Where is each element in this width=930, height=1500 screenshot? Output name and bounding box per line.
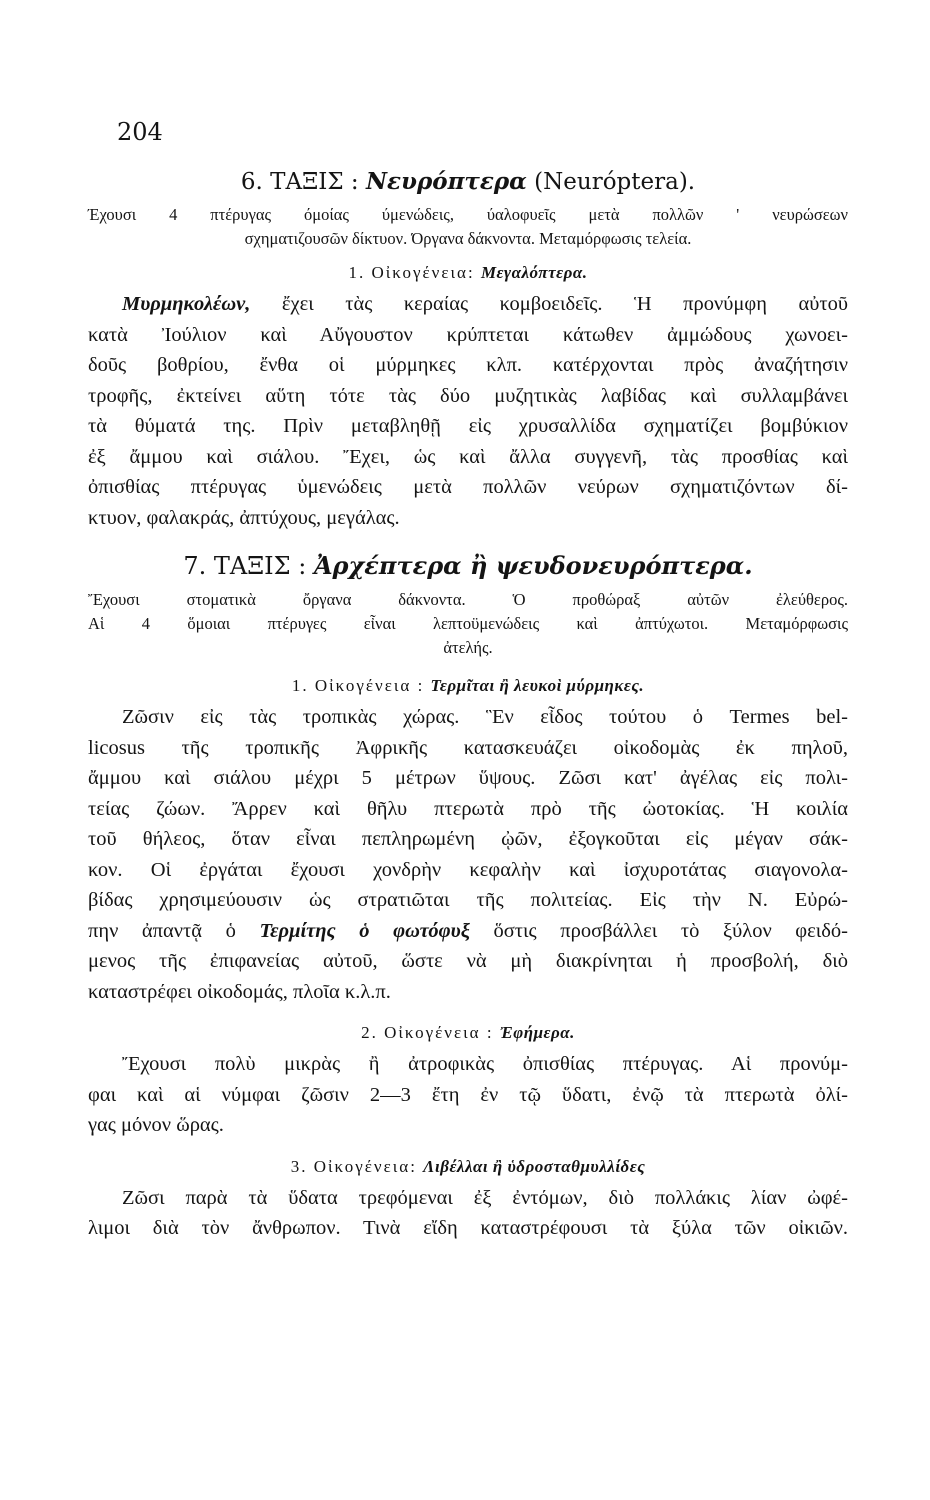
order-7-family-1-text bbox=[88, 702, 848, 1007]
text-line: licosus τῆς τροπικῆς Ἀφρικῆς κατασκευάζει οἰκοδομὰς ἐκ πηλοῦ, bbox=[88, 736, 848, 759]
order-7-family-3-heading bbox=[88, 1157, 848, 1177]
text-line: μενος τῆς ἐπιφανείας αὐτοῦ, ὥστε νὰ μὴ διακρίνηται ἡ προσβολή, διὸ bbox=[88, 950, 848, 972]
text-line: Ζῶσιν εἰς τὰς τροπικὰς χώρας. Ἓν εἶδος τούτου ὁ Termes bel- bbox=[122, 706, 848, 728]
order-7-family-2-text bbox=[88, 1049, 848, 1141]
text-line: ὀπισθίας πτέρυγας ὑμενώδεις μετὰ πολλῶν νεύρων σχηματιζόντων δί- bbox=[88, 476, 848, 498]
order-6-description bbox=[88, 203, 848, 251]
text-line: Ζῶσι παρὰ τὰ ὕδατα τρεφόμεναι ἐξ ἐντόμων, διὸ πολλάκις λίαν ὠφέ- bbox=[122, 1186, 848, 1209]
order-6-name: Νευρόπτερα bbox=[365, 168, 527, 195]
order-7-family-2-heading bbox=[88, 1023, 848, 1043]
text-line: βίδας χρησιμεύουσιν ὡς στρατιῶται τῆς πολιτείας. Εἰς τὴν Ν. Εὐρώ- bbox=[88, 889, 848, 911]
text-line: σχηματιζουσῶν δίκτυον. Όργανα δάκνοντα. Μεταμόρφωσις τελεία. bbox=[244, 229, 692, 248]
text-line bbox=[88, 289, 848, 320]
family-name: Τερμῖται ἢ λευκοὶ μύρμηκες. bbox=[430, 676, 645, 695]
family-label: 1. Οἰκογένεια : bbox=[291, 676, 431, 695]
text-line: δοῦς βοθρίου, ἔνθα οἱ μύρμηκες κλπ. κατέρχονται πρὸς ἀναζήτησιν bbox=[88, 354, 848, 376]
species-name: Τερμίτης ὁ φωτόφυξ bbox=[259, 919, 470, 942]
order-7-heading bbox=[88, 551, 848, 580]
family-name: Λιβέλλαι ἢ ὑδροσταθμυλλίδες bbox=[423, 1156, 646, 1176]
order-7-description bbox=[88, 588, 848, 660]
order-7-family-1-heading bbox=[88, 676, 848, 696]
page-content bbox=[88, 168, 848, 1244]
text-line: τροφῆς, ἐκτείνει αὕτη τότε τὰς δύο μυζητικὰς λαβίδας καὶ συλλαμβάνει bbox=[88, 384, 848, 407]
order-6-latin-name: (Neuróptera). bbox=[526, 169, 696, 195]
text-line: τὰ θύματά της. Πρὶν μεταβληθῇ εἰς χρυσαλλίδα σχηματίζει βομβύκιον bbox=[88, 415, 848, 437]
order-6-heading-label: 6. ΤΑΞΙΣ : bbox=[240, 169, 366, 195]
text-line: κτυον, φαλακράς, ἀπτύχους, μεγάλας. bbox=[88, 506, 400, 529]
family-label: 2. Οἰκογένεια : bbox=[361, 1023, 500, 1042]
order-7-family-3-text bbox=[88, 1183, 848, 1244]
family-label: 3. Οἰκογένεια: bbox=[290, 1156, 424, 1176]
text-line: γας μόνον ὥρας. bbox=[88, 1114, 224, 1136]
family-name: Μεγαλόπτερα. bbox=[480, 263, 588, 282]
text-line: Αἱ 4 ὅμοιαι πτέρυγες εἶναι λεπτοϋμενώδεις καὶ ἀπτύχωτοι. Μεταμόρφωσις bbox=[88, 614, 848, 633]
order-6-family-1-heading bbox=[88, 263, 848, 283]
text-line: τοῦ θήλεος, ὅταν εἶναι πεπληρωμένη ᾠῶν, ἐξογκοῦται εἰς μέγαν σάκ- bbox=[88, 828, 848, 850]
text-fragment: πην ἀπαντᾷ ὁ bbox=[88, 919, 260, 942]
text-line: Ἔχουσι πολὺ μικρὰς ἢ ἀτροφικὰς ὀπισθίας πτέρυγας. Αἱ προνύμ- bbox=[122, 1053, 848, 1075]
text-line: λιμοι διὰ τὸν ἄνθρωπον. Τινὰ εἴδη καταστρέφουσι τὰ ξύλα τῶν οἰκιῶν. bbox=[88, 1217, 848, 1239]
text-line: Ἔχουσι στοματικὰ ὄργανα δάκνοντα. Ὁ προθώραξ αὐτῶν ἐλεύθερος. bbox=[88, 590, 848, 609]
text-line: ἄμμου καὶ σιάλου μέχρι 5 μέτρων ὕψους. Ζῶσι κατ' ἀγέλας εἰς πολι- bbox=[88, 767, 848, 789]
text-line: κατὰ Ἰούλιον καὶ Αὔγουστον κρύπτεται κάτωθεν ἀμμώδους χωνοει- bbox=[88, 323, 848, 346]
order-7-name: Ἀρχέπτερα ἢ ψευδονευρόπτερα. bbox=[313, 551, 753, 580]
order-6-family-1-text bbox=[88, 289, 848, 533]
text-line: φαι καὶ αἱ νύμφαι ζῶσιν 2—3 ἔτη ἐν τῷ ὕδατι, ἐνῷ τὰ πτερωτὰ ὀλί- bbox=[88, 1083, 848, 1106]
family-name: Ἐφήμερα. bbox=[499, 1023, 575, 1042]
text-line: ἀτελής. bbox=[443, 638, 493, 657]
text-line: καταστρέφει οἰκοδομάς, πλοῖα κ.λ.π. bbox=[88, 980, 391, 1003]
text-line: τείας ζώων. Ἄρρεν καὶ θῆλυ πτερωτὰ πρὸ τῆς ὠοτοκίας. Ἡ κοιλία bbox=[88, 797, 848, 820]
text-line: Έχουσι 4 πτέρυγας όμοίας ύμενώδεις, ύαλοφυεῖς μετὰ πολλῶν ' νευρώσεων bbox=[88, 205, 848, 224]
text-line: ἐξ ἄμμου καὶ σιάλου. Ἔχει, ὡς καὶ ἄλλα συγγενῆ, τὰς προσθίας καὶ bbox=[88, 445, 848, 468]
text-fragment: ὅστις προσβάλλει τὸ ξύλον φειδό- bbox=[469, 919, 848, 942]
order-6-heading bbox=[88, 168, 848, 195]
order-7-heading-label: 7. ΤΑΞΙΣ : bbox=[183, 552, 314, 580]
text-line: κον. Οἱ ἐργάται ἔχουσι χονδρὴν κεφαλὴν καὶ ἰσχυροτάτας σιαγονολα- bbox=[88, 858, 848, 881]
species-name: Μυρμηκολέων, bbox=[122, 293, 251, 315]
page-number: 204 bbox=[117, 118, 163, 146]
family-label: 1. Οἰκογένεια: bbox=[348, 263, 481, 282]
text-line bbox=[88, 916, 848, 947]
text-fragment: ἔχει τὰς κεραίας κομβοειδεῖς. Ἡ προνύμφη αὐτοῦ bbox=[250, 293, 848, 315]
